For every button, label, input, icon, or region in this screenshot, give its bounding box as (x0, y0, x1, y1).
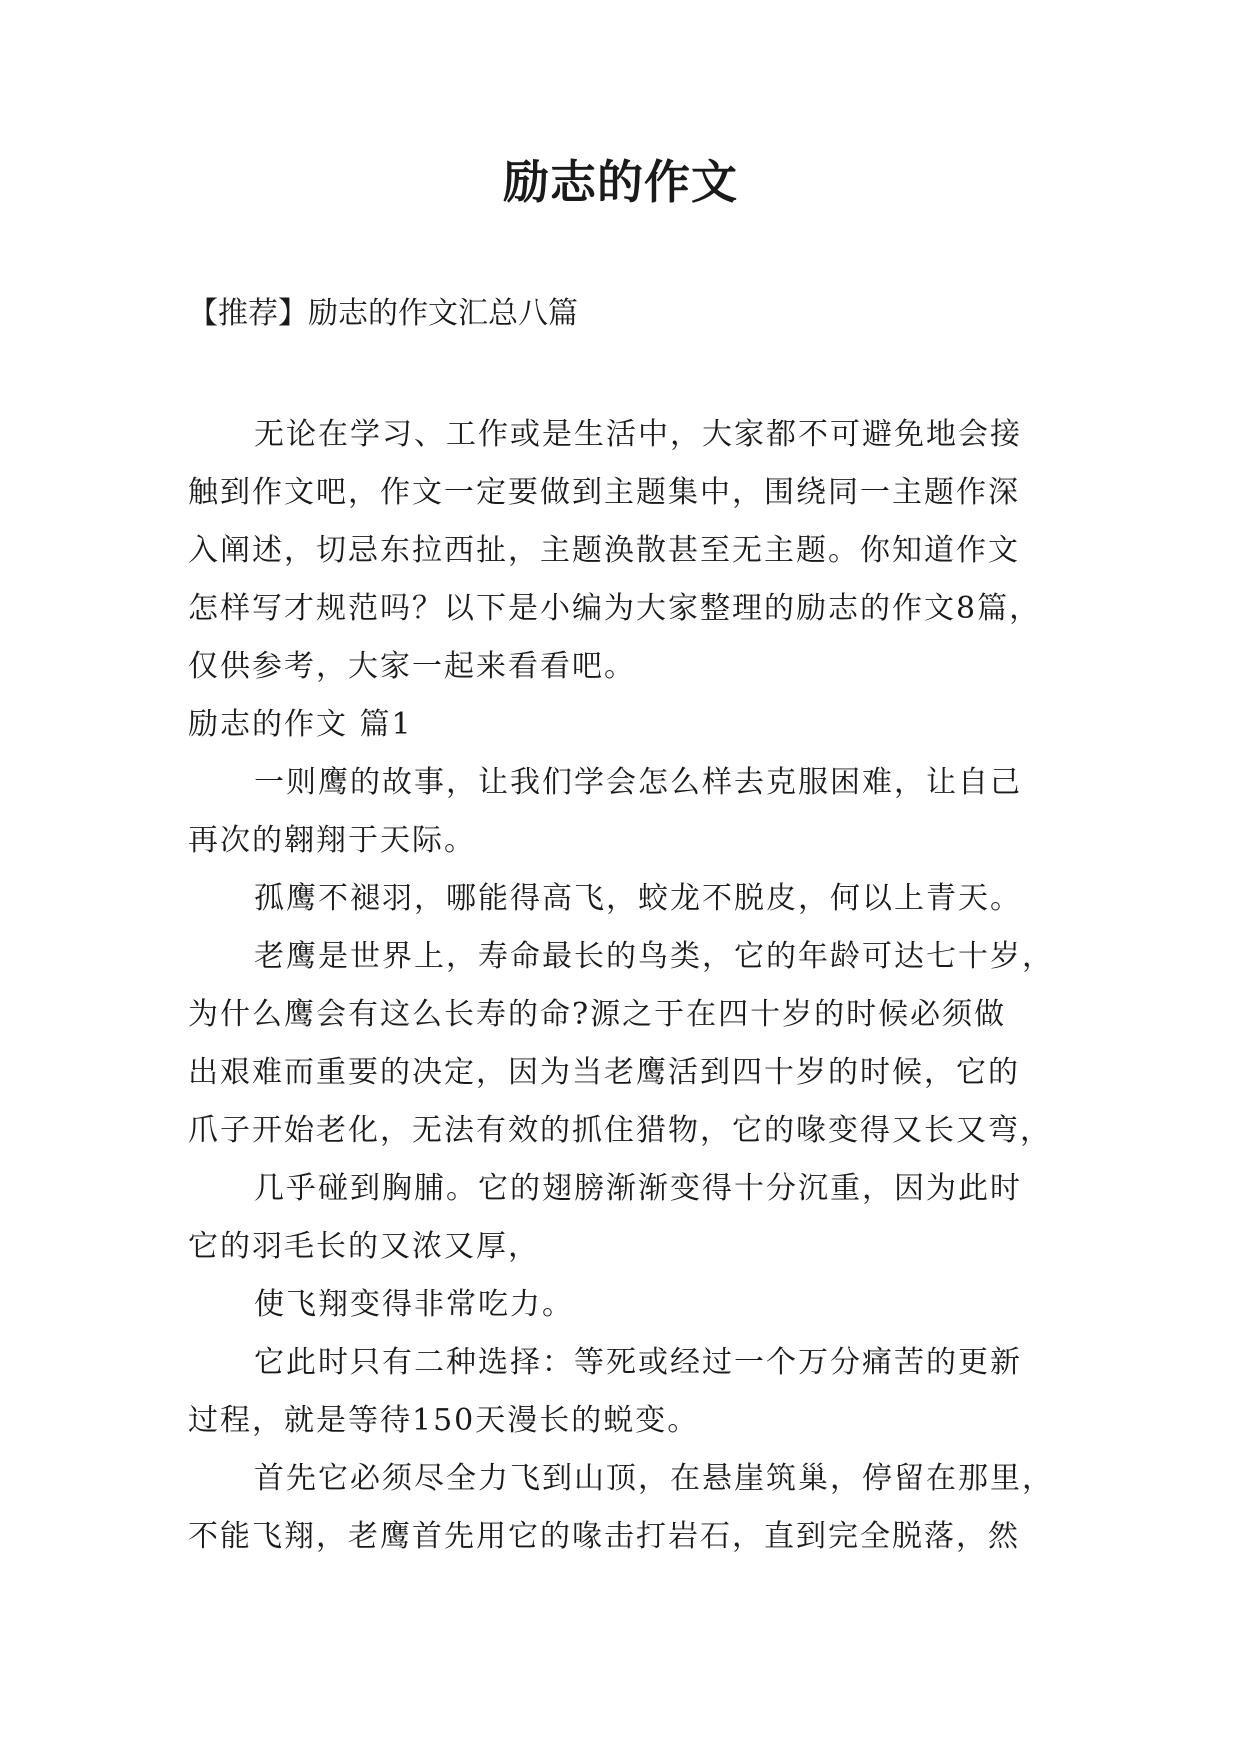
body-line: 过程，就是等待150天漫长的蜕变。 (188, 1403, 700, 1438)
body-line: 无论在学习、工作或是生活中，大家都不可避免地会接 (254, 417, 1022, 452)
body-line: 怎样写才规范吗？以下是小编为大家整理的励志的作文8篇， (188, 591, 1042, 626)
body-line: 仅供参考，大家一起来看看吧。 (188, 649, 636, 684)
body-line: 励志的作文 篇1 (188, 707, 413, 742)
body-line: 几乎碰到胸脯。它的翅膀渐渐变得十分沉重，因为此时 (254, 1171, 1022, 1206)
body-line: 首先它必须尽全力飞到山顶，在悬崖筑巢，停留在那里， (254, 1461, 1054, 1496)
document-body (188, 406, 1068, 1566)
body-line: 为什么鹰会有这么长寿的命?源之于在四十岁的时候必须做 (188, 997, 1007, 1032)
body-line: 不能飞翔，老鹰首先用它的喙击打岩石，直到完全脱落，然 (188, 1519, 1020, 1554)
body-line: 使飞翔变得非常吃力。 (254, 1287, 574, 1322)
document-subtitle: 【推荐】励志的作文汇总八篇 (188, 296, 578, 331)
body-line: 入阐述，切忌东拉西扯，主题涣散甚至无主题。你知道作文 (188, 533, 1020, 568)
body-line: 出艰难而重要的决定，因为当老鹰活到四十岁的时候，它的 (188, 1055, 1020, 1090)
body-line: 触到作文吧，作文一定要做到主题集中，围绕同一主题作深 (188, 475, 1020, 510)
body-line: 一则鹰的故事，让我们学会怎么样去克服困难，让自己 (254, 765, 1022, 800)
body-line: 它此时只有二种选择：等死或经过一个万分痛苦的更新 (254, 1345, 1022, 1380)
document-title: 励志的作文 (503, 155, 738, 209)
body-line: 它的羽毛长的又浓又厚， (188, 1229, 540, 1264)
body-line: 再次的翱翔于天际。 (188, 823, 476, 858)
body-line: 老鹰是世界上，寿命最长的鸟类，它的年龄可达七十岁， (254, 939, 1054, 974)
body-line: 孤鹰不褪羽，哪能得高飞，蛟龙不脱皮，何以上青天。 (254, 881, 1022, 916)
body-line: 爪子开始老化，无法有效的抓住猎物，它的喙变得又长又弯， (188, 1113, 1052, 1148)
